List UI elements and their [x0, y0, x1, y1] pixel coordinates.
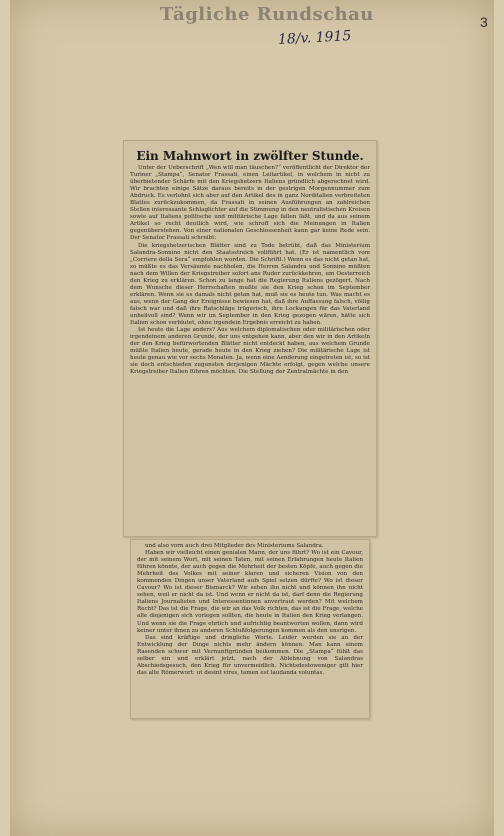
clipping-part-1: [123, 140, 377, 537]
paragraph: Unter der Ueberschrift „Wen will man täuschen?“ veröffentlicht der Direktor der Turiner „Stampa“, Senator Frassati, einen Leitartikel, in welchem in nicht zu überbietender Schärfe mit den Kriegshetzern Italiens gründlich abgerechnet wird. Wir brachten einige Sätze daraus bereits in der gestrigen Morgennummer zum Abdruck. Es verlohnt sich aber auf den Artikel des in ganz Norditalien verbreiteten Blattes zurückzukommen, da Frassati in seinen Ausführungen an zahlreichen Stellen interessante Schlaglichter auf die Stimmung in den neutralistischen Kreisen sowie auf Italiens politische und militärische Lage fallen läßt, und da aus seinem Artikel so recht deutlich wird, wie schroff sich die Meinungen in Italien gegenüberstehen. Von einer nationalen Geschlossenheit kann gar keine Rede sein. Der Senator Frassati schreibt:: [130, 165, 370, 242]
newspaper-masthead: Tägliche Rundschau: [160, 4, 374, 25]
article-body-part-2: [137, 543, 363, 677]
clipping-part-2: [130, 539, 370, 719]
paragraph: Die kriegshetzerischen Blätter sind zu Tode betrübt, daß das Ministerium Salandra-Sonnino nicht den Staatsstreich vollführt hat. (Er ist namentlich vom „Corriere della Sera“ empfohlen worden. Die Schriftl.) Wenn es das nicht getan hat, so müßte es das Versäumte nachholen, die Herren Salandra und Sonnino müßten nach dem Willen der Kriegstreiber sofort ans Ruder zurückkehren, um Oesterreich den Krieg zu erklären. Schon zu lange hat die Regierung Italiens gezögert. Nach dem Wunsche dieser Herrschaften mußte sie den Krieg schon im September erklären. Wenn sie es damals nicht getan hat, muß sie es heute tun. Was macht es aus, wenn der Gang der Ereignisse bewiesen hat, daß ihre Auffassung falsch, völlig falsch war und daß ihre Ratschläge trügerisch, ihre Lockungen für das Vaterland unheilvoll sind? Wenn wir im September in den Krieg gezogen wären, hätte sich Italien schon verblutet, ohne irgendein Ergebnis erreicht zu haben.: [130, 242, 370, 327]
paragraph: Haben wir vielleicht einen genialen Mann, der uns führt? Wo ist ein Cavour, der mit seinem Wort, mit seinen Taten, mit seinen Erfahrungen heute Italien führen könnte, der auch gegen die Mehrheit der besten Köpfe, auch gegen die Mehrheit des Volkes mit seiner klaren und sicheren Vision von den kommenden Dingen unser Vaterland aufs Spiel setzen dürfte? Wo ist dieser Cavour? Wo ist dieser Bismarck? Wir sehen ihn nicht und können ihn nicht sehen, weil er nicht da ist. Und wenn er nicht da ist, darf denn die Regierung Italiens Journalisten und Interessentinnen anvertraut werden? Mit welchem Recht? Das ist die Frage, die wir an das Volk richten, das ist die Frage, welche alle diejenigen sich vorlegen sollten, die heute in Italien den Krieg verlangen. Und wenn sie die Frage ehrlich und aufrichtig beantworten wollen, dann wird keiner unter ihnen zu anderen Schlußfolgerungen kommen als den unsrigen.: [137, 550, 363, 634]
paragraph: Das sind kräftige und dringliche Worte. Leider werden sie an der Entwicklung der Dinge nichts mehr ändern können. Man kann einem Rasenden schwer mit Vernunftgründen beikommen. Die „Stampa“ fühlt das selber ein und erklärt jetzt, nach der Ablehnung von Salandras Abschiedsgesuch, den Krieg für unvermeidlich. Nichtsdestoweniger gilt hier das alte Römerwort: ut desint vires, tamen est laudanda voluntas.: [137, 634, 363, 676]
paragraph: Ist heute die Lage anders? Aus welchem diplomatischen oder militärischen oder irgendeinem anderen Grunde, der uns entgehen kann, aber den wir in den Artikeln der den Krieg befürwortenden Blätter nicht entdeckt haben, aus welchem Grunde müßte Italien heute, gerade heute in den Krieg ziehen? Die militärische Lage ist heute genau wie vor sechs Monaten. Ja, wenn eine Aenderung eingetreten ist, so ist sie doch entschieden zugunsten derjenigen Mächte erfolgt, gegen welche unsere Kriegstreiber Italien führen möchten. Die Stellung der Zentralmächte in den: [130, 327, 370, 376]
handwritten-date: 18/v. 1915: [277, 28, 352, 48]
paragraph: und also vorn auch drei Mitglieder des Ministeriums Salandra.: [145, 543, 324, 549]
article-body-part-1: [130, 165, 370, 376]
scrapbook-page: [10, 0, 494, 836]
page-number: 3: [480, 14, 488, 30]
article-headline: Ein Mahnwort in zwölfter Stunde.: [136, 149, 364, 163]
